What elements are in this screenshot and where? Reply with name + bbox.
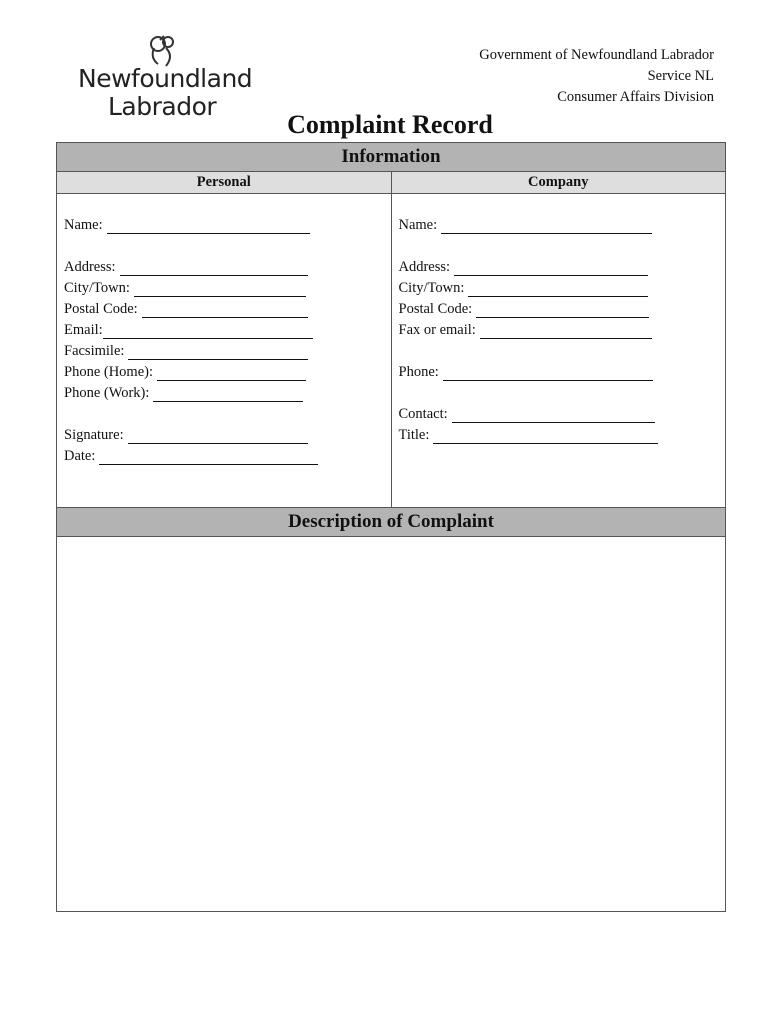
gov-line-3: Consumer Affairs Division: [557, 89, 714, 105]
personal-phone-work-field[interactable]: [64, 385, 303, 402]
personal-city-label: City/Town:: [64, 280, 130, 296]
company-address-label: Address:: [398, 259, 451, 275]
company-fax-email-label: Fax or email:: [398, 322, 476, 338]
personal-name-label: Name:: [64, 217, 103, 233]
personal-postal-field[interactable]: [64, 301, 308, 318]
personal-date-field[interactable]: [64, 448, 318, 465]
personal-phone-work-label: Phone (Work):: [64, 385, 150, 401]
personal-address-label: Address:: [64, 259, 116, 275]
personal-signature-label: Signature:: [64, 427, 124, 443]
company-title-label: Title:: [398, 427, 430, 443]
personal-postal-label: Postal Code:: [64, 301, 138, 317]
page-title: Complaint Record: [287, 110, 493, 139]
personal-fax-label: Facsimile:: [64, 343, 125, 359]
company-name-label: Name:: [398, 217, 438, 233]
gov-line-2: Service NL: [647, 68, 714, 84]
description-textarea[interactable]: [57, 537, 725, 913]
company-name-field[interactable]: [399, 217, 653, 234]
company-title-field[interactable]: [399, 427, 659, 444]
personal-name-field[interactable]: [64, 217, 310, 234]
company-phone-label: Phone:: [398, 364, 439, 380]
company-postal-field[interactable]: [399, 301, 650, 318]
company-address-field[interactable]: [399, 259, 649, 276]
personal-date-label: Date:: [64, 448, 96, 464]
personal-signature-field[interactable]: [64, 427, 308, 444]
company-header: Company: [528, 174, 589, 190]
government-heading: [479, 45, 714, 108]
personal-city-field[interactable]: [64, 280, 306, 297]
company-contact-field[interactable]: [399, 406, 655, 423]
company-contact-label: Contact:: [398, 406, 448, 422]
company-fax-email-field[interactable]: [399, 322, 652, 339]
gov-line-1: Government of Newfoundland Labrador: [479, 47, 714, 63]
personal-header: Personal: [57, 172, 392, 193]
company-column: [392, 194, 726, 507]
personal-email-field[interactable]: [64, 322, 313, 339]
information-columns: [57, 194, 725, 508]
personal-phone-home-field[interactable]: [64, 364, 306, 381]
company-postal-label: Postal Code:: [398, 301, 473, 317]
logo-text-newfoundland: Newfoundland: [78, 64, 253, 93]
information-header: Information: [57, 143, 725, 172]
personal-email-label: Email:: [64, 322, 103, 338]
company-phone-field[interactable]: [399, 364, 653, 381]
logo-text-labrador: Labrador: [108, 92, 217, 121]
personal-phone-home-label: Phone (Home):: [64, 364, 153, 380]
personal-fax-field[interactable]: [64, 343, 308, 360]
info-subheader: [57, 172, 725, 194]
company-city-field[interactable]: [399, 280, 649, 297]
company-city-label: City/Town:: [398, 280, 465, 296]
complaint-form: [56, 142, 726, 912]
personal-column: [57, 194, 392, 507]
description-header: Description of Complaint: [57, 508, 725, 537]
personal-address-field[interactable]: [64, 259, 308, 276]
